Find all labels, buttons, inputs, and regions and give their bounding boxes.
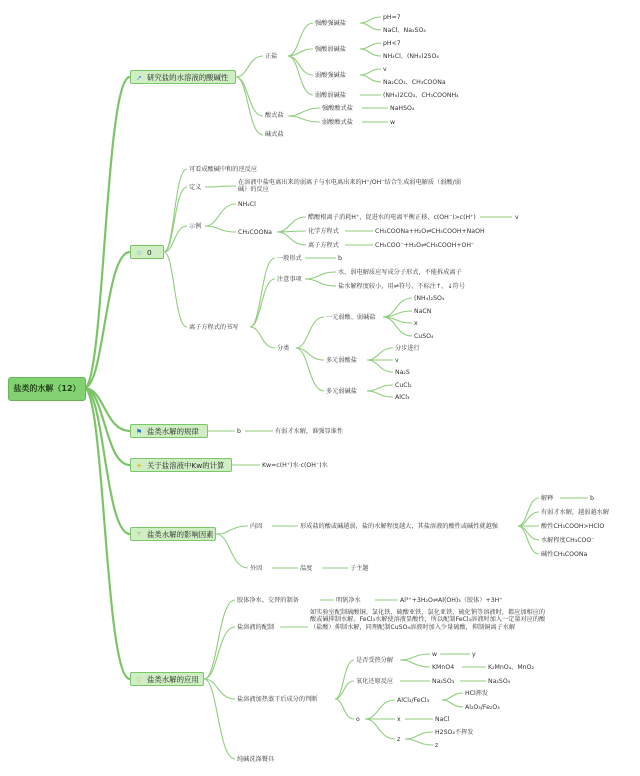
connector [360,49,381,56]
connector [205,186,236,187]
connector [367,360,393,372]
connector [288,56,313,95]
topic-hydrolysis-rules[interactable] [130,424,208,438]
connector [205,204,236,226]
leaf[interactable]: 有弱才水解，谁强显谁性 [275,428,344,435]
leaf[interactable]: y [472,651,476,658]
node-strong-acid-acid-salt[interactable]: 强酸酸式盐 [322,105,353,112]
leaf[interactable]: CH₃COONa+H₂O⇌CH₃COOH+NaOH [375,228,485,235]
leaf[interactable]: Kw=c(H⁺)水·c(OH⁻)水 [262,462,328,469]
leaf[interactable]: b [237,428,241,435]
leaf[interactable]: CuCl₂ [395,382,412,389]
topic-applications[interactable] [130,672,204,686]
leaf[interactable]: b [590,495,594,502]
leaf[interactable]: 盐水解程度较小，用⇌符号、不标注↑、↓符号 [338,283,465,290]
node-soda-washing[interactable]: 纯碱洗涤餐具 [237,756,275,763]
leaf[interactable]: HCl挥发 [465,690,489,697]
connector [84,77,130,388]
node-definition[interactable]: 定义 [189,184,202,191]
node-notes[interactable]: 注意事项 [277,276,302,283]
leaf[interactable]: NaCN [414,308,432,315]
flag-icon: ⚑ [135,428,143,436]
node-solution-preparation[interactable]: 盐溶液的配制 [237,624,275,631]
connector [305,272,336,279]
connector [360,43,381,49]
node-general-form[interactable]: 一般形式 [277,255,302,262]
connector [360,75,381,82]
topic-label: 关于盐溶液中Kw的计算 [147,461,225,470]
node-nh4cl[interactable]: NH₄Cl [238,201,256,208]
leaf[interactable]: CH₃COO⁻+H₂O⇌CH₃COOH+OH⁻ [375,242,475,249]
node-definition-text[interactable]: 在溶液中盐电离出来的弱离子与水电离出来的H⁺/OH⁻结合生成弱电解质（弱酸/弱碱）的反应 [238,179,461,194]
node-strong-acid-strong-base-salt[interactable]: 强酸强碱盐 [315,20,346,27]
node-chemical-equation[interactable]: 化学方程式 [308,228,339,235]
leaf[interactable]: NaCl [435,716,450,723]
leaf[interactable]: NaCl、Na₂SO₄ [383,27,426,34]
leaf[interactable]: z [435,742,439,749]
magic-wand-icon: ⚚ [135,531,143,539]
leaf[interactable]: v [395,357,399,364]
node-weak-acid-strong-base-salt[interactable]: 弱酸强碱盐 [315,72,346,79]
node-temperature[interactable]: 温度 [300,565,313,572]
node-polybasic-acid-salt[interactable]: 多元弱酸盐 [326,357,357,364]
leaf[interactable]: v [383,66,387,73]
node-internal-cause[interactable]: 内因 [250,523,263,530]
topic-label: 研究盐的水溶液的酸碱性 [147,73,229,82]
connector [360,17,381,23]
node-polyacid-base-salt[interactable]: 多元弱碱盐 [326,388,357,395]
node-alum[interactable]: 明矾净水 [336,597,361,604]
connector [365,719,395,739]
connector [365,700,395,719]
connector [400,654,430,660]
leaf[interactable]: 酸性CH₃COOH>HClO [541,523,605,530]
leaf[interactable]: pH<7 [383,40,401,47]
topic-label: 盐类水解的规律 [147,427,199,436]
connector [277,232,306,245]
leaf[interactable]: b [338,255,342,262]
connector [335,681,354,699]
node-subtopic[interactable]: 子主题 [350,565,369,572]
connector [367,348,393,360]
connector [288,23,313,56]
paper-plane-icon: ➚ [136,74,142,82]
connector [288,56,313,75]
topic-label: 盐类水解的影响因素 [147,530,214,539]
connector [216,534,248,568]
node-colloid-water-purification[interactable]: 胶体净水、交替的制备 [237,597,299,604]
leaf[interactable]: x [414,320,418,327]
node-basic-salt[interactable]: 碱式盐 [265,131,284,138]
leaf[interactable]: Na₂SO₄ [488,678,511,685]
node-ionic-equation-writing[interactable]: 离子方程式的书写 [189,324,239,331]
leaf[interactable]: Na₂SO₃ [432,678,455,685]
leaf[interactable]: KMnO4 [432,664,455,671]
leaf[interactable]: w [390,119,396,126]
connector [360,69,381,75]
sun-icon: ☀ [135,462,143,470]
node-redox-reaction[interactable]: 氧化还原反应 [356,678,394,685]
node-z[interactable]: z [397,736,401,743]
connector [164,252,187,327]
connector [405,732,433,739]
node-alcl3[interactable]: AlCl₃/FeCl₃ [397,697,430,704]
leaf[interactable]: Na₂CO₃、CH₃COONa [383,79,446,86]
connector [236,77,263,135]
leaf[interactable]: (NH₄)2CO₃、CH₃COONH₄ [383,92,459,99]
connector [250,258,275,327]
connector [518,512,539,526]
connector [84,388,130,534]
leaf[interactable]: NH₄Cl、(NH₄)2SO₄ [383,53,439,60]
node-reverse-reaction[interactable]: 可看成酸碱中和的逆反应 [189,166,258,173]
connector [288,108,320,116]
node-solution-preparation-text[interactable]: 如实验室配制硫酸铜、氯化铁、硫酸亚铁、氯化亚铁、硫化钠等溶液时，都应加相应的酸或碱抑制水解。FeCl₃水解使溶液显酸性，所以配制FeCl₃溶液时加入一定量对应的酸（盐酸）抑制水解，同理配制CuSO₄溶液时加入少量硫酸，抑制铜离子水解 [310,609,546,631]
leaf[interactable]: 水解程度CH₃COO⁻ [541,537,595,544]
heart-icon: ♡ [135,676,143,684]
connector [442,693,463,700]
connector [305,279,336,286]
connector [442,700,463,707]
node-weak-acid-weak-base-salt[interactable]: 弱酸弱碱盐 [315,92,346,99]
connector [367,391,393,397]
topic-influencing-factors[interactable] [130,527,216,541]
connector [288,116,320,122]
connector [164,169,187,252]
connector [518,526,539,540]
leaf[interactable]: Al³⁺+3H₂O⇌Al(OH)₃（胶体）+3H⁺ [400,597,503,604]
node-weak-acid-acid-salt[interactable]: 弱酸酸式盐 [322,119,353,126]
node-other[interactable]: o [356,716,360,723]
connector [405,739,433,745]
node-normal-salt[interactable]: 正盐 [265,53,278,60]
leaf[interactable]: AlCl₃ [395,394,410,401]
topic-label: 0 [147,248,152,257]
topic-hydrolysis-concept[interactable] [130,245,164,259]
leaf[interactable]: 有弱才水解，越弱越水解 [541,509,610,516]
connector [84,252,130,388]
connector [216,526,248,534]
connector [335,699,354,719]
connector [335,660,354,699]
leaf[interactable]: (NH₄)₂SO₄ [414,295,445,302]
leaf[interactable]: NaHSO₄ [390,105,415,112]
node-internal-cause-text[interactable]: 形成盐的酸或碱越弱，盐的水解程度越大，其盐溶液的酸性或碱性就越强 [300,523,498,530]
node-thermal-decomposition[interactable]: 是否受热分解 [356,657,394,664]
leaf[interactable]: v [515,214,519,221]
leaf[interactable]: K₂MnO₄、MnO₂ [488,664,534,671]
root-node[interactable]: 盐类的水解（12） [8,377,86,401]
leaf[interactable]: CuSO₄ [414,333,434,340]
leaf[interactable]: 醋酸根离子消耗H⁺，促进水的电离平衡正移，c(OH⁻)>c(H⁺) [308,214,476,221]
topic-kw-calculation[interactable] [130,458,232,472]
topic-salt-solution-acidity[interactable] [130,70,236,84]
connector [250,327,275,348]
node-evaporation-judgement[interactable]: 盐溶液加热蒸干后成分的判断 [237,696,318,703]
connector [236,56,263,77]
leaf[interactable]: Na₂S [395,369,410,376]
node-monobasic[interactable]: 一元弱酸、弱碱盐 [326,314,376,321]
leaf[interactable]: w [432,651,438,658]
connector [277,217,306,232]
connector [205,226,236,232]
node-classification[interactable]: 分类 [277,345,290,352]
node-acid-salt[interactable]: 酸式盐 [265,112,284,119]
leaf[interactable]: 解释 [541,495,554,502]
topic-label: 盐类水解的应用 [147,675,199,684]
leaf[interactable]: 分步进行 [395,345,420,352]
leaf[interactable]: Al₂O₃/Fe₂O₃ [465,704,500,711]
leaf[interactable]: 碱性CH₃COONa [541,551,588,558]
node-x[interactable]: x [397,716,401,723]
leaf[interactable]: 水、弱电解质应写成分子形式，不能拆成离子 [338,269,462,276]
leaf[interactable]: pH=7 [383,14,401,21]
node-external-cause[interactable]: 外因 [250,565,263,572]
connector [367,385,393,391]
connector [296,317,324,348]
connector [400,660,430,667]
connector [164,187,187,252]
node-examples[interactable]: 示例 [189,223,202,230]
leaf[interactable]: H2SO₄不挥发 [435,729,474,736]
star-icon: ☆ [135,249,143,257]
node-ch3coona[interactable]: CH₃COONa [238,229,272,236]
node-strong-acid-weak-base-salt[interactable]: 强酸弱碱盐 [315,46,346,53]
connector [360,23,381,30]
connector [204,600,235,679]
node-ionic-equation[interactable]: 离子方程式 [308,242,339,249]
